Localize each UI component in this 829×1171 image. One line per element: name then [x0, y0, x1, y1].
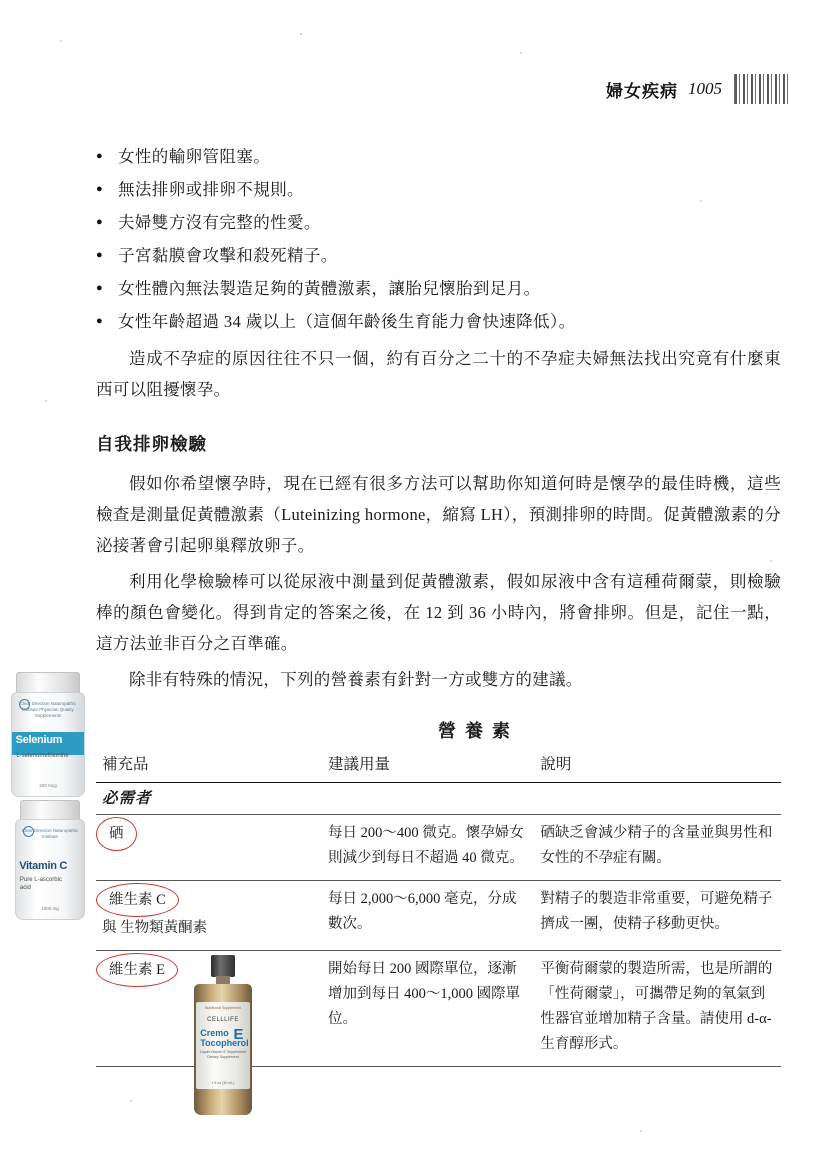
product-subtitle-2: acid [19, 885, 31, 892]
main-content [96, 140, 781, 1067]
paragraph-1: 假如你希望懷孕時，現在已經有很多方法可以幫助你知道何時是懷孕的最佳時機，這些檢查是測量促黃體激素（Luteinizing hormone，縮寫 LH），預測排卵的時間。促黃體激素的分泌接著會引起卵巢釋放卵子。 [96, 474, 781, 555]
bottle-body [11, 692, 85, 797]
dosage-vitamin-e: 開始每日 200 國際單位，逐漸增加到每日 400～1,000 國際單位。 [322, 951, 534, 1067]
bottle-cap [16, 672, 80, 693]
barcode-icon [734, 74, 791, 104]
scan-speck [300, 33, 302, 35]
product-size: 1 fl oz (30 mL) [211, 1081, 235, 1086]
table-group-row [96, 783, 781, 815]
brand-text: CELLLIFE [207, 1016, 239, 1023]
selenium-bottle-photo [6, 672, 90, 797]
header-chapter-title: 婦女疾病 [606, 81, 678, 101]
dropper-label [196, 1002, 250, 1089]
note-vitamin-c: 對精子的製造非常重要，可避免精子擠成一團，使精子移動更快。 [534, 881, 781, 951]
table-row [96, 815, 781, 881]
column-header-note: 說明 [534, 749, 781, 783]
paragraph-2: 利用化學檢驗棒可以從尿液中測量到促黃體激素，假如尿液中含有這種荷爾蒙，則檢驗棒的顏色會變化。得到肯定的答案之後，在 12 到 36 小時內，將會排卵。但是，記住一點，這方法並非百分之百準確。 [96, 572, 781, 653]
list-item: ● 女性的輸卵管阻塞。 [96, 140, 781, 173]
scan-speck [770, 560, 772, 562]
dosage-selenium: 每日 200～400 微克。懷孕婦女則減少到每日不超過 40 微克。 [322, 815, 534, 881]
dropper-cap [211, 955, 235, 977]
supplement-name-vitamin-e: 維生素 E [102, 957, 172, 984]
vitamin-c-bottle-photo [10, 800, 90, 920]
scan-speck [60, 40, 62, 42]
page-header [606, 74, 791, 104]
list-item: ● 女性體內無法製造足夠的黃體激素，讓胎兒懷胎到足月。 [96, 272, 781, 305]
scan-speck [130, 1100, 132, 1102]
label-top-text: Nutritional Supplement [204, 1006, 242, 1011]
table-row [96, 881, 781, 951]
product-size: 200 mcg [39, 782, 57, 788]
scan-speck [640, 1130, 642, 1132]
paragraph-3: 除非有特殊的情況，下列的營養素有針對一方或雙方的建議。 [129, 670, 583, 689]
group-label: 必需者 [102, 790, 152, 807]
vitamin-e-dropper-photo [188, 955, 258, 1115]
product-name: Selenium [15, 734, 63, 747]
brand-text: Clear Direction Naturopathic Institute [21, 828, 79, 840]
list-item: ● 子宮黏膜會攻擊和殺死精子。 [96, 239, 781, 272]
scan-speck [700, 200, 702, 202]
list-item: ● 無法排卵或排卵不規則。 [96, 173, 781, 206]
bottle-body [15, 819, 85, 920]
brand-text: Clear Direction Naturopathic Institute Physician Quality Supplements [19, 701, 77, 719]
cause-bullet-list [96, 140, 781, 338]
note-selenium: 硒缺乏會減少精子的含量並與男性和女性的不孕症有關。 [534, 815, 781, 881]
product-subtitle: Liquid Vitamin E Supplement Dietary Supplement [199, 1049, 247, 1059]
dropper-body [194, 984, 253, 1115]
column-header-supplement: 補充品 [96, 749, 322, 783]
paragraph-intro: 造成不孕症的原因往往不只一個，約有百分之二十的不孕症夫婦無法找出究竟有什麼東西可以阻擾懷孕。 [96, 349, 781, 399]
supplement-subname-vitamin-c: 與 生物類黃酮素 [102, 920, 208, 936]
bottle-cap [20, 800, 81, 820]
product-name: Cremo Tocopherol [200, 1028, 249, 1049]
product-size: 1000 mg [41, 906, 59, 912]
column-header-dosage: 建議用量 [322, 749, 534, 783]
list-item: ● 夫婦雙方沒有完整的性愛。 [96, 206, 781, 239]
page-number: 1005 [688, 79, 722, 98]
table-title: 營養素 [438, 721, 519, 741]
dosage-vitamin-c: 每日 2,000～6,000 毫克，分成數次。 [322, 881, 534, 951]
supplement-name-selenium: 硒 [102, 821, 131, 848]
product-subtitle: L-selenomethionine [16, 752, 69, 759]
note-vitamin-e: 平衡荷爾蒙的製造所需，也是所謂的「性荷爾蒙」，可攜帶足夠的氧氣到性器官並增加精子含量。請使用 d-α-生育醇形式。 [534, 951, 781, 1067]
scan-speck [45, 400, 47, 402]
supplement-name-vitamin-c: 維生素 C [102, 887, 173, 914]
section-heading: 自我排卵檢驗 [96, 434, 207, 454]
product-subtitle: Pure L-ascorbic [19, 877, 62, 884]
scan-speck [520, 52, 522, 54]
table-header-row [96, 749, 781, 783]
list-item: ● 女性年齡超過 34 歲以上（這個年齡後生育能力會快速降低）。 [96, 305, 781, 338]
product-letter: E [233, 1025, 244, 1043]
product-name: Vitamin C [19, 859, 68, 872]
